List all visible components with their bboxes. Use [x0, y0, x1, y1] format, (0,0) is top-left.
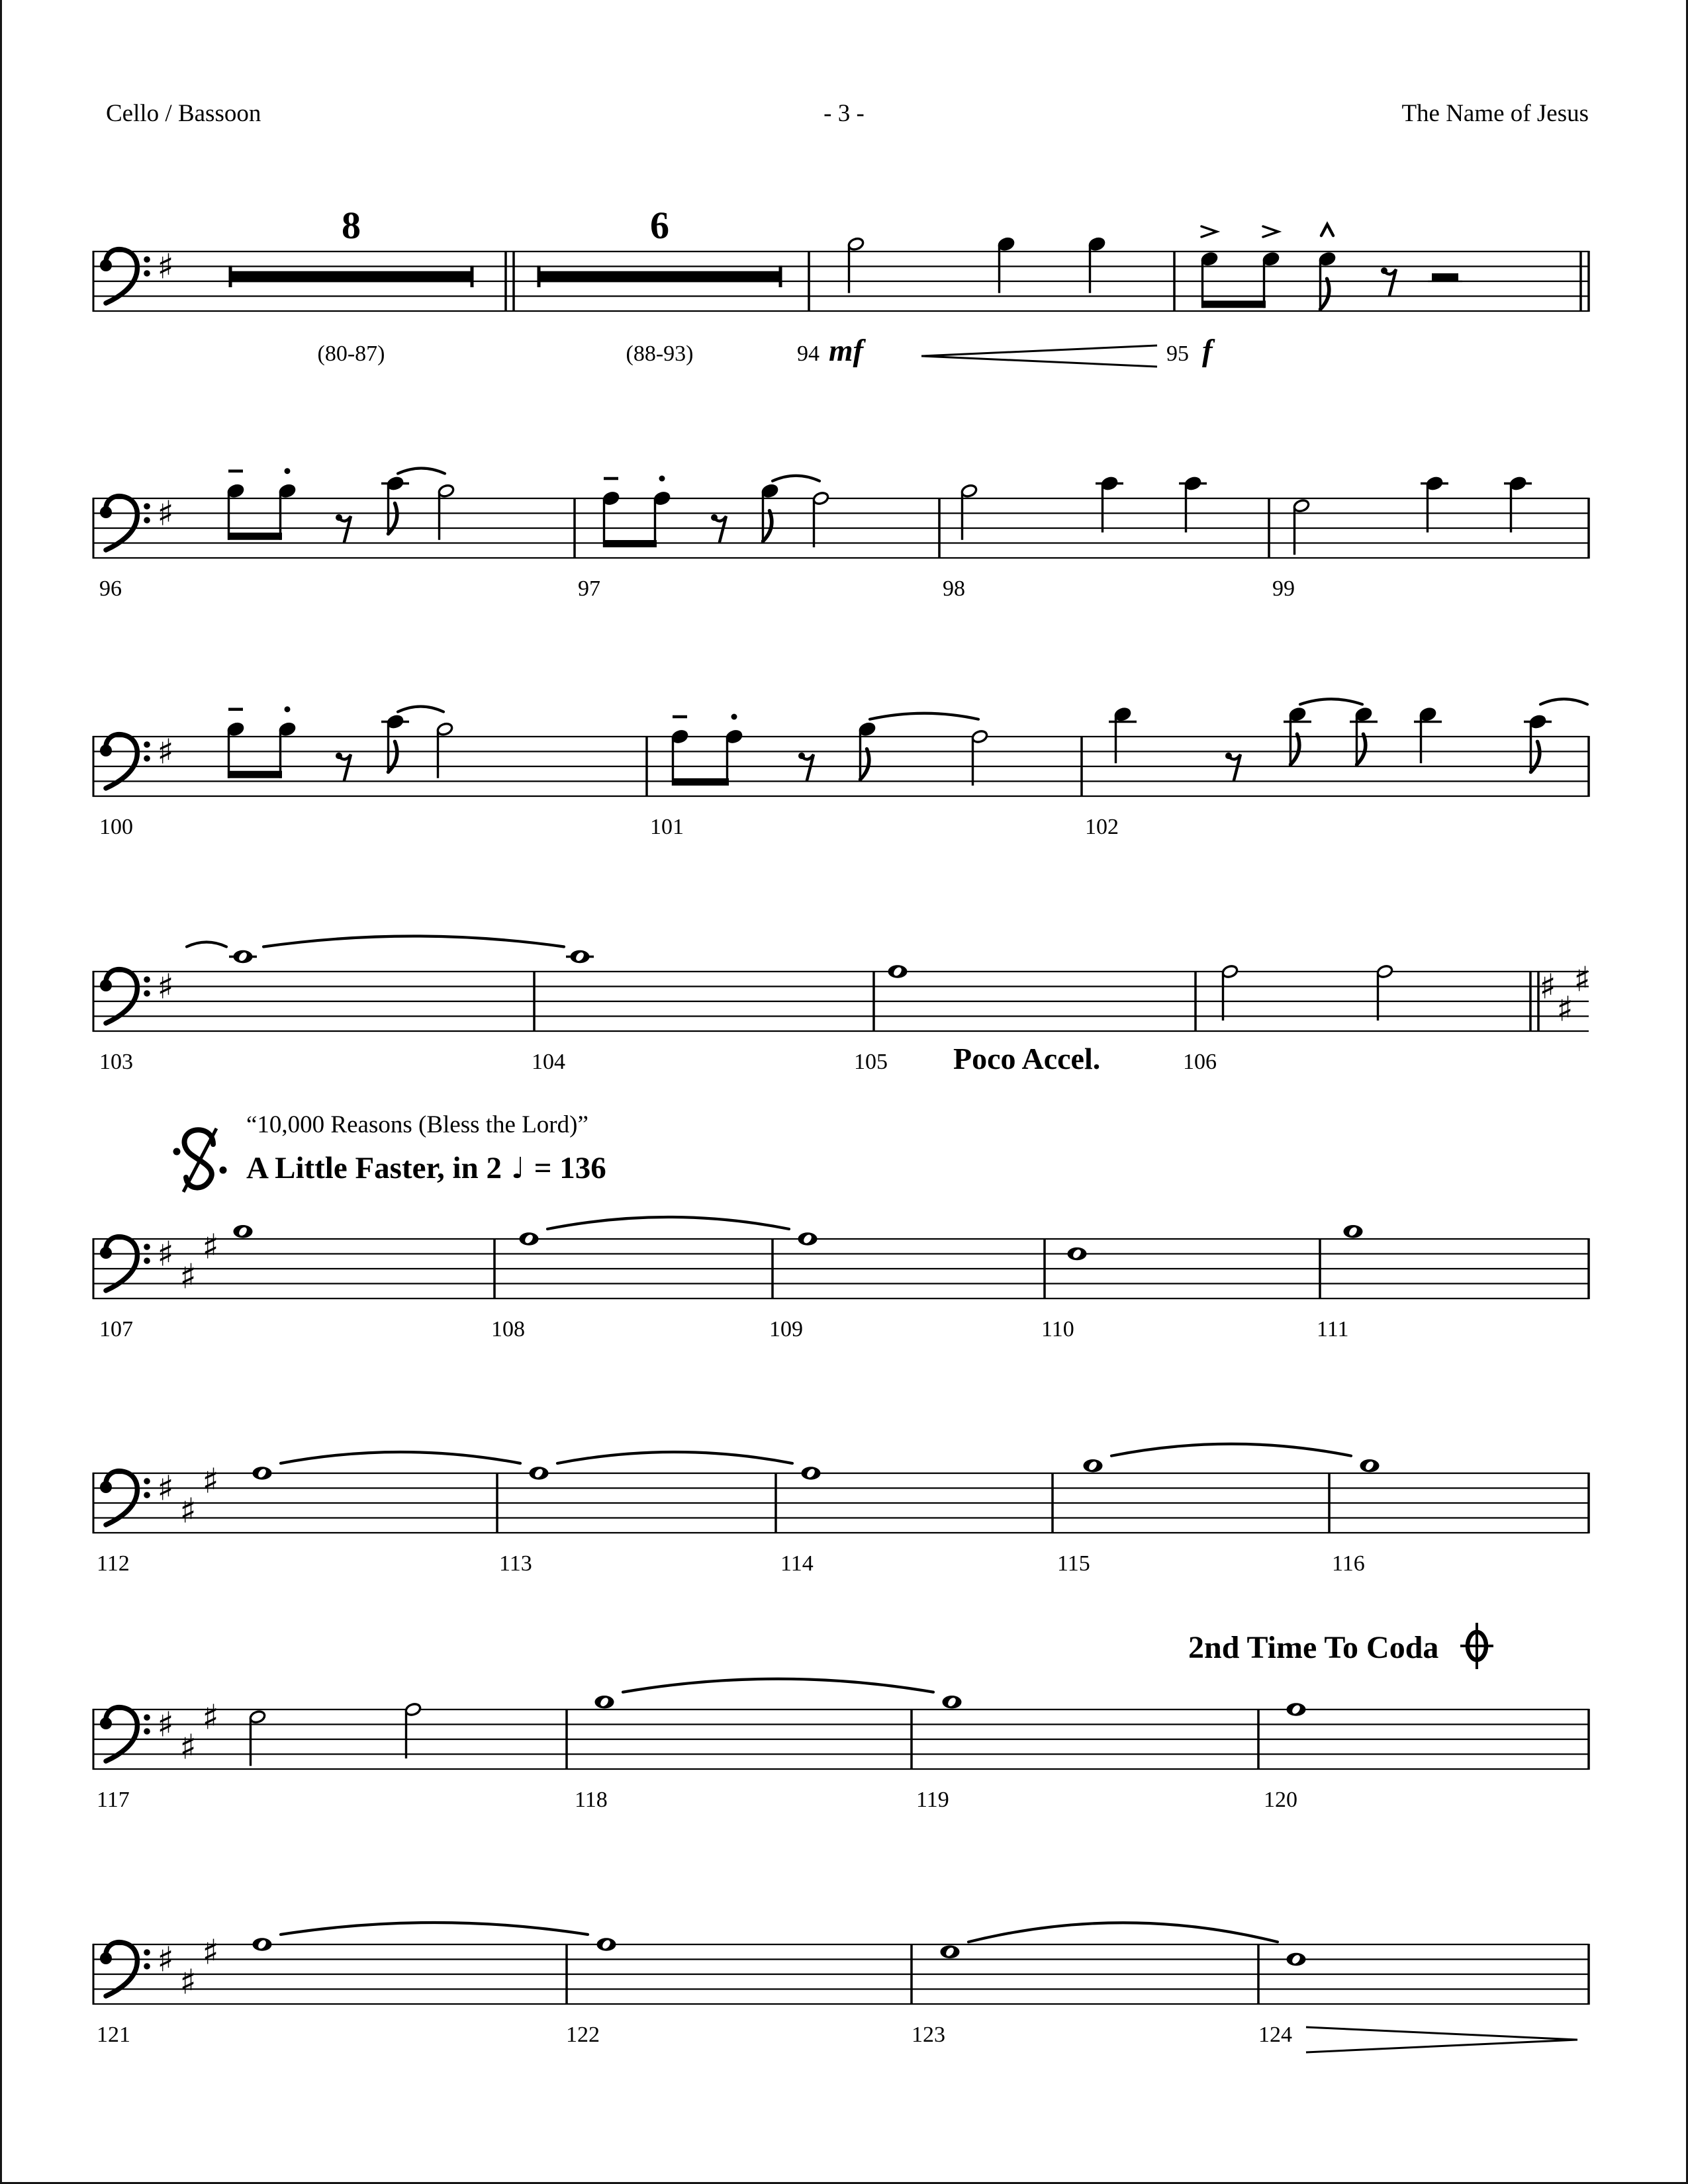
svg-text:f: f: [1202, 334, 1213, 368]
svg-text:113: 113: [499, 1551, 532, 1576]
svg-text:123: 123: [912, 2023, 945, 2047]
svg-text:94: 94: [797, 341, 820, 366]
svg-text:121: 121: [97, 2023, 130, 2047]
svg-text:114: 114: [780, 1551, 814, 1576]
svg-text:♯: ♯: [157, 1234, 174, 1275]
svg-text:117: 117: [97, 1788, 130, 1812]
svg-text:98: 98: [943, 576, 965, 601]
page-number: - 3 -: [823, 100, 865, 127]
svg-text:102: 102: [1085, 815, 1119, 839]
piece-title: The Name of Jesus: [1401, 100, 1589, 127]
svg-text:♯: ♯: [157, 967, 174, 1007]
svg-text:♯: ♯: [1573, 960, 1591, 1000]
svg-text:♯: ♯: [1539, 967, 1556, 1007]
svg-text:100: 100: [99, 815, 133, 839]
svg-text:96: 96: [99, 576, 122, 601]
svg-text:122: 122: [566, 2023, 600, 2047]
svg-text:124: 124: [1258, 2023, 1292, 2047]
svg-text:106: 106: [1183, 1050, 1217, 1074]
segno-icon: [169, 1125, 230, 1199]
song-reference: “10,000 Reasons (Bless the Lord)”: [246, 1111, 588, 1138]
coda-direction-text: 2nd Time To Coda: [1188, 1630, 1439, 1665]
svg-text:mf: mf: [829, 334, 864, 368]
svg-text:6: 6: [650, 204, 669, 247]
svg-text:(88-93): (88-93): [626, 341, 694, 366]
svg-text:♯: ♯: [157, 732, 174, 772]
svg-text:♯: ♯: [157, 1940, 174, 1980]
part-name: Cello / Bassoon: [106, 100, 261, 127]
svg-text:118: 118: [575, 1788, 608, 1812]
svg-text:110: 110: [1041, 1317, 1074, 1342]
tempo-text: A Little Faster, in 2: [246, 1151, 502, 1185]
svg-text:♯: ♯: [157, 1705, 174, 1745]
svg-text:112: 112: [97, 1551, 130, 1576]
svg-text:97: 97: [578, 576, 600, 601]
svg-text:120: 120: [1264, 1788, 1297, 1812]
coda-direction: [1188, 1621, 1495, 1674]
tempo-marking: [246, 1150, 606, 1186]
tempo-value: = 136: [534, 1151, 606, 1185]
svg-text:107: 107: [99, 1317, 133, 1342]
svg-text:108: 108: [491, 1317, 525, 1342]
svg-text:(80-87): (80-87): [317, 341, 385, 366]
svg-text:95: 95: [1166, 341, 1189, 366]
svg-text:♯: ♯: [202, 1698, 219, 1738]
svg-text:99: 99: [1272, 576, 1295, 601]
svg-text:Poco Accel.: Poco Accel.: [953, 1042, 1101, 1075]
svg-text:♯: ♯: [202, 1933, 219, 1973]
svg-text:111: 111: [1317, 1317, 1349, 1342]
svg-text:103: 103: [99, 1050, 133, 1074]
svg-text:109: 109: [769, 1317, 803, 1342]
svg-text:116: 116: [1332, 1551, 1365, 1576]
svg-text:104: 104: [532, 1050, 565, 1074]
svg-text:♯: ♯: [179, 1727, 197, 1768]
svg-text:105: 105: [854, 1050, 888, 1074]
svg-text:101: 101: [650, 815, 684, 839]
svg-text:♯: ♯: [157, 494, 174, 534]
quarter-note-icon: ♩: [510, 1152, 525, 1185]
svg-text:♯: ♯: [179, 1962, 197, 2003]
svg-text:♯: ♯: [157, 1469, 174, 1509]
svg-text:♯: ♯: [202, 1461, 219, 1502]
svg-text:115: 115: [1057, 1551, 1090, 1576]
svg-text:♯: ♯: [179, 1491, 197, 1531]
svg-text:♯: ♯: [157, 247, 174, 287]
coda-icon: [1458, 1621, 1495, 1674]
svg-text:♯: ♯: [179, 1257, 197, 1297]
svg-text:♯: ♯: [202, 1227, 219, 1267]
svg-text:119: 119: [916, 1788, 949, 1812]
svg-text:♯: ♯: [1556, 989, 1573, 1030]
svg-text:8: 8: [342, 204, 361, 247]
